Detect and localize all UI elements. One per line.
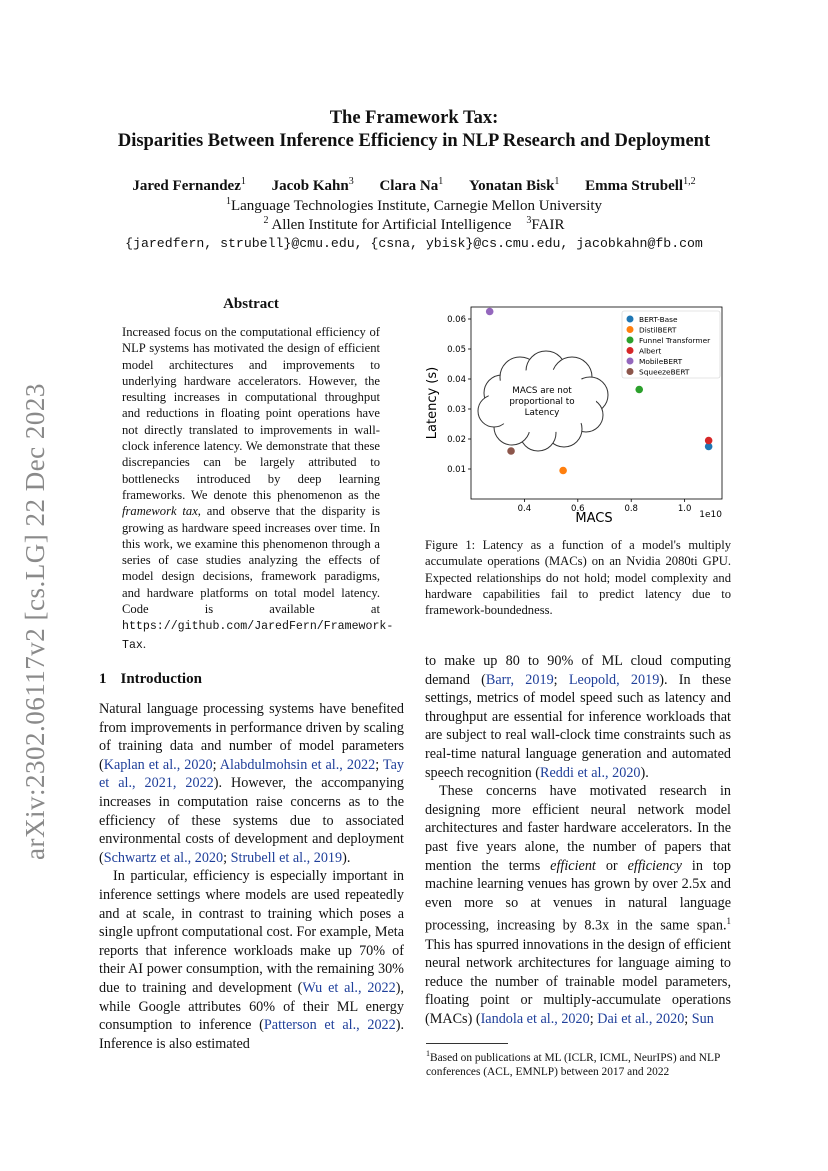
data-point-mobilebert bbox=[486, 308, 494, 316]
legend-label: MobileBERT bbox=[639, 356, 683, 366]
legend-marker bbox=[627, 326, 634, 333]
cloud-annotation-text: MACS are not bbox=[512, 386, 572, 396]
intro-left-column bbox=[99, 700, 404, 1053]
legend-label: BERT-Base bbox=[639, 314, 678, 324]
figure-caption: Figure 1: Latency as a function of a model's multiply accumulate operations (MACs) on an Nvidia 2080ti GPU. Expected relationships do not hold; model complexity and hardware capabilities fail to predict latency due to framework-boundedness. bbox=[425, 538, 731, 618]
citation-link[interactable]: Iandola et al., 2020 bbox=[480, 1011, 590, 1028]
intro-paragraph-3: to make up 80 to 90% of ML cloud computing demand (Barr, 2019; Leopold, 2019). In these settings, metrics of model speed such as latency and throughput are essential for inference workloads that are subject to real wall-clock time constraints such as real-time natural language generation and automated speech recognition (Reddi et al., 2020). bbox=[425, 653, 732, 781]
author: Jared Fernandez$^1$ bbox=[132, 176, 246, 194]
y-tick-label: 0.05 bbox=[447, 345, 466, 355]
intro-paragraph-4: These concerns have motivated research in designing more efficient neural network model architectures and faster hardware accelerators. In the past five years alone, the number of papers that mention the terms efficient or efficiency in top machine learning venues has grown by over 2.5x and even more so at venues in natural language processing, increasing by 8.3x in the same span.$^1$ This has spurred innovations in the design of efficient neural network architectures for language aiming to reduce the number of trainable model parameters, floating point or multiply-accumulate operations (MACs) (Iandola et al., 2020; Dai et al., 2020; Sun bbox=[425, 783, 731, 1028]
y-tick-label: 0.03 bbox=[447, 405, 466, 415]
y-tick-label: 0.06 bbox=[447, 315, 466, 325]
author-emails: {jaredfern, strubell}@cmu.edu, {csna, ybisk}@cs.cmu.edu, jacobkahn@fb.com bbox=[125, 236, 703, 251]
figure-latency-vs-macs bbox=[424, 303, 730, 528]
data-point-funnel-transformer bbox=[635, 386, 643, 394]
legend-label: Funnel Transformer bbox=[639, 335, 711, 345]
chart-y-axis-label: Latency (s) bbox=[425, 366, 440, 440]
paper-title-line2: Disparities Between Inference Efficiency in NLP Research and Deployment bbox=[117, 131, 711, 151]
section-heading-introduction: 1 Introduction bbox=[99, 671, 202, 687]
y-tick-label: 0.04 bbox=[447, 375, 466, 385]
citation-link[interactable]: Patterson et al., 2022 bbox=[263, 1017, 396, 1034]
affiliation-line1: $^1$Language Technologies Institute, Carnegie Mellon University bbox=[225, 196, 603, 214]
citation-link[interactable]: Leopold, 2019 bbox=[568, 671, 660, 688]
cloud-annotation-text: proportional to bbox=[509, 397, 575, 407]
citation-link[interactable]: Sun bbox=[691, 1011, 714, 1028]
x-tick-label: 1.0 bbox=[677, 504, 692, 514]
intro-paragraph-1: Natural language processing systems have benefited from improvements in performance driven by scaling of training data and number of model parameters (Kaplan et al., 2020; Alabdulmohsin et al., 2022; Tay et al., 2021, 2022). However, the accompanying increases in computation raise concerns as to the efficiency of these systems due to associated environmental costs of development and deployment (Schwartz et al., 2020; Strubell et al., 2019). bbox=[99, 701, 404, 866]
citation-link[interactable]: Strubell et al., 2019 bbox=[230, 849, 343, 866]
legend-label: DistilBERT bbox=[639, 325, 677, 335]
code-link[interactable]: https://github.com/JaredFern/Framework-Tax bbox=[122, 620, 394, 652]
legend-marker bbox=[627, 316, 634, 323]
legend-marker bbox=[627, 347, 634, 354]
legend-marker bbox=[627, 358, 634, 365]
intro-paragraph-2: In particular, efficiency is especially important in inference settings where models are used repeatedly and at scale, in contrast to training which poses a single upfront computational cost. For example, Meta reports that inference workloads make up 70% of their AI power consumption, with the remaining 30% due to training and development (Wu et al., 2022), while Google attributes 60% of their ML energy consumption to inference (Patterson et al., 2022). Inference is also estimated bbox=[99, 868, 405, 1052]
citation-link[interactable]: Schwartz et al., 2020 bbox=[103, 849, 224, 866]
author: Clara Na$^1$ bbox=[379, 176, 444, 194]
x-tick-label: 0.6 bbox=[571, 504, 585, 514]
citation-link[interactable]: Kaplan et al., 2020 bbox=[103, 756, 213, 773]
footnote: $^1$Based on publications at ML (ICLR, ICML, NeurIPS) and NLP conferences (ACL, EMNLP) between 2017 and 2022 bbox=[426, 1049, 720, 1079]
arxiv-stamp: arXiv:2302.06117v2 [cs.LG] 22 Dec 2023 bbox=[20, 383, 50, 860]
cloud-annotation-text: Latency bbox=[524, 408, 560, 418]
citation-link[interactable]: Alabdulmohsin et al., 2022 bbox=[219, 756, 376, 773]
footnote-marker[interactable]: 1 bbox=[726, 916, 731, 927]
data-point-albert bbox=[705, 437, 713, 445]
chart-legend bbox=[622, 311, 720, 378]
abstract-heading: Abstract bbox=[223, 296, 279, 312]
y-tick-label: 0.02 bbox=[447, 435, 466, 445]
citation-link[interactable]: Wu et al., 2022 bbox=[302, 979, 396, 996]
legend-label: SqueezeBERT bbox=[639, 367, 690, 377]
y-tick-label: 0.01 bbox=[447, 465, 466, 475]
legend-marker bbox=[627, 337, 634, 344]
chart-x-scale-label: 1e10 bbox=[699, 510, 722, 520]
author-list bbox=[0, 176, 828, 195]
data-point-distilbert bbox=[559, 467, 567, 475]
footnote-rule bbox=[426, 1043, 508, 1044]
author: Emma Strubell$^{1,2}$ bbox=[585, 176, 696, 194]
intro-right-column bbox=[425, 652, 731, 1029]
chart-x-axis-label: MACS bbox=[575, 511, 613, 526]
citation-link[interactable]: Reddi et al., 2020 bbox=[540, 764, 641, 781]
paper-title-line1: The Framework Tax: bbox=[329, 108, 499, 128]
data-point-squeezebert bbox=[507, 447, 515, 455]
citation-link[interactable]: Dai et al., 2020 bbox=[597, 1011, 685, 1028]
x-tick-label: 0.4 bbox=[517, 504, 532, 514]
legend-label: Albert bbox=[639, 346, 662, 356]
x-tick-label: 0.8 bbox=[624, 504, 638, 514]
author: Yonatan Bisk$^1$ bbox=[468, 176, 560, 194]
affiliation-line2: $^2$ Allen Institute for Artificial Intelligence $^3$FAIR bbox=[263, 215, 565, 233]
citation-link[interactable]: Tay et al., 2021, 2022 bbox=[99, 756, 404, 792]
abstract-body: Increased focus on the computational efficiency of NLP systems has motivated the design of efficient model architectures and improvements to underlying hardware accelerators. However, the resulting increases in computational throughput and reductions in floating point operations have not directly translated to improvements in wall-clock inference latency. We demonstrate that these discrepancies can be largely attributed to bottlenecks introduced by deep learning frameworks. We denote this phenomenon as the framework tax, and observe that the disparity is growing as hardware speed increases over time. In this work, we examine this phenomenon through a series of case studies analyzing the effects of model design decisions, framework paradigms, and hardware platforms on total model latency. Code is available at https://github.com/JaredFern/Framework-Tax. bbox=[122, 325, 394, 652]
legend-marker bbox=[627, 368, 634, 375]
chart-annotation-cloud bbox=[478, 351, 608, 451]
citation-link[interactable]: Barr, 2019 bbox=[485, 671, 554, 688]
author: Jacob Kahn$^3$ bbox=[271, 176, 354, 194]
